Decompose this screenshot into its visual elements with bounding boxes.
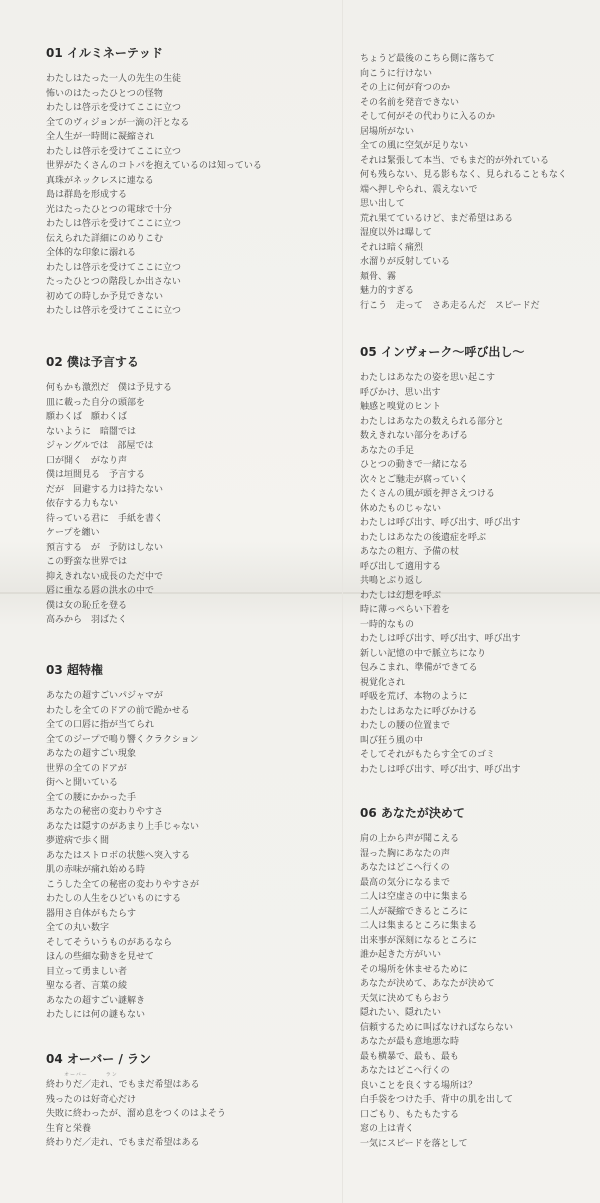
lyric-line: あなたはどこへ行くの <box>360 1066 450 1076</box>
lyric-line: わたしはあなたの数えられる部分と <box>360 416 505 427</box>
lyric-line: 視覚化され <box>360 677 406 688</box>
lyric-line: わたしの腰の位置まで <box>360 721 451 731</box>
song-lyrics <box>46 689 199 1023</box>
lyric-line: そしてそれがもたらす全てのゴミ <box>360 750 496 760</box>
lyric-line: 残ったのは好奇心だけ <box>46 1094 137 1105</box>
lyric-line: わたしは啓示を受けてここに立つ <box>46 306 182 316</box>
lyric-line: 夢遊病で歩く間 <box>46 836 110 846</box>
lyric-line: あなたはストロボの状態へ突入する <box>46 850 191 861</box>
song-title: 03 超特権 <box>46 663 103 677</box>
lyric-line: それは緊張して本当、でもまだ的が外れている <box>360 155 550 166</box>
song-title: 04 オーバー / ラン <box>46 1052 152 1066</box>
lyric-line: 隠れたい、隠れたい <box>360 1008 442 1018</box>
song-lyrics <box>46 1078 226 1151</box>
lyric-line: 数えきれない部分をあげる <box>360 431 469 441</box>
lyric-line: 皿に載った自分の頭部を <box>46 397 146 408</box>
lyric-line: 頬骨、霧 <box>360 271 397 282</box>
lyric-line: 依存する力もない <box>46 499 119 509</box>
lyric-line: 街へと開いている <box>46 778 119 788</box>
lyric-line: たくさんの風が頭を押さえつける <box>360 489 495 499</box>
lyric-line: 一気にスピードを落として <box>360 1138 468 1149</box>
lyric-line: 全ての風に空気が足りない <box>360 141 469 151</box>
lyric-line: わたしには何の謎もない <box>46 1010 146 1020</box>
lyric-line: 初めての時しか予見できない <box>46 291 164 302</box>
paper-fold-vertical <box>342 0 343 1203</box>
song-04-continued <box>360 52 567 313</box>
lyric-line: 魅力的すぎる <box>360 286 415 296</box>
furigana-ruby: オーバー ラン <box>64 1072 118 1078</box>
lyric-line: あなたは隠すのがあまり上手じゃない <box>46 821 200 832</box>
lyric-line: 全ての腰にかかった手 <box>46 792 137 803</box>
lyric-line: 思い出して <box>360 199 406 209</box>
lyric-line: 器用さ自体がもたらす <box>46 908 137 919</box>
lyric-line: 全人生が一時間に凝縮され <box>46 132 155 142</box>
lyric-line: 信頼するために叫ばなければならない <box>360 1022 514 1033</box>
lyric-line: それは暗く痛烈 <box>360 242 424 253</box>
lyric-line: あなたの超すごい現象 <box>46 749 137 759</box>
lyric-line: ほんの些細な動きを見せて <box>46 952 155 962</box>
lyric-line: わたしは啓示を受けてここに立つ <box>46 219 182 229</box>
lyric-line: ないように 暗闇では <box>46 426 137 437</box>
lyric-line: わたしはたった一人の先生の生徒 <box>46 74 182 84</box>
lyric-line: 何もかも激烈だ 僕は予見する <box>46 383 173 393</box>
song-04 <box>46 1050 226 1151</box>
lyric-line: ひとつの動きで一緒になる <box>360 460 468 470</box>
lyric-line: 高みから 羽ばたく <box>46 615 128 625</box>
lyric-line: 世界の全てのドアが <box>46 763 127 774</box>
lyric-line: 全ての口唇に指が当てられ <box>46 720 155 730</box>
lyric-line: 向こうに行けない <box>360 68 433 79</box>
lyric-line: 世界がたくさんのコトバを抱えているのは知っている <box>46 161 262 171</box>
lyric-line: 湿った胸にあなたの声 <box>360 848 451 859</box>
lyric-line: 共鳴とぶり返し <box>360 576 424 586</box>
lyric-line: 口ごもり、もたもたする <box>360 1109 460 1120</box>
lyric-line: 怖いのはたったひとつの怪物 <box>46 88 163 99</box>
lyric-line: 叫び狂う風の中 <box>360 735 424 746</box>
lyric-line: その名前を発音できない <box>360 97 460 108</box>
lyric-line: 窓の上は青く <box>360 1124 415 1134</box>
lyric-line: 呼吸を荒げ、本物のように <box>360 692 468 702</box>
lyric-line: わたしを全てのドアの前で跪かせる <box>46 705 190 716</box>
lyric-line: あなたが決めて、あなたが決めて <box>360 979 495 989</box>
lyric-line: わたしは幻想を呼ぶ <box>360 590 442 601</box>
lyric-line: わたしは呼び出す、呼び出す、呼び出す <box>360 518 521 528</box>
lyric-line: 何も残らない、見る影もなく、見られることもなく <box>360 170 567 180</box>
song-title: 01 イルミネーテッド <box>46 46 163 60</box>
lyric-line: 湿度以外は曝して <box>360 228 433 238</box>
lyric-line: わたしの人生をひどいものにする <box>46 894 182 904</box>
lyric-line: 島は群島を形成する <box>46 190 128 200</box>
lyric-line: 包みこまれ、準備ができてる <box>360 663 478 673</box>
lyric-line: 全ての丸い数字 <box>46 923 110 933</box>
lyric-line: 願わくば 願わくば <box>46 412 128 422</box>
lyric-line: ケープを纏い <box>46 528 100 538</box>
song-06 <box>360 804 513 1151</box>
lyric-line: 僕は女の恥丘を登る <box>46 600 128 611</box>
lyric-line: 呼び出して適用する <box>360 561 442 572</box>
lyric-line: そして何がその代わりに入るのか <box>360 112 496 122</box>
lyric-line: わたしはあなたの後遺症を呼ぶ <box>360 532 487 543</box>
lyric-line: 二人は空虚さの中に集まる <box>360 892 469 902</box>
lyric-line: 預言する が 予防はしない <box>46 542 164 553</box>
lyric-line: 天気に決めてもらおう <box>360 993 451 1004</box>
lyric-line: 二人が凝縮できるところに <box>360 906 469 917</box>
lyric-line: 生育と栄養 <box>46 1123 92 1134</box>
song-lyrics <box>360 371 524 777</box>
lyric-line: 水溜りが反射している <box>360 257 451 267</box>
lyric-line: 終わりだ／走れ、でもまだ希望はある <box>46 1080 200 1090</box>
lyric-line: 全てのヴィジョンが一滴の汗となる <box>46 117 190 128</box>
lyric-line: 肌の赤味が痛れ始める時 <box>46 865 146 875</box>
song-05 <box>360 343 524 777</box>
song-02 <box>46 353 172 628</box>
lyric-line: 失敗に終わったが、溜め息をつくのはよそう <box>46 1109 226 1119</box>
lyric-line: 誰か起きた方がいい <box>360 950 442 960</box>
lyric-line: 新しい記憶の中で脈立ちになり <box>360 648 487 659</box>
lyric-line: だが 回避する力は持たない <box>46 484 164 495</box>
song-title: 06 あなたが決めて <box>360 806 465 820</box>
lyric-line: 時に薄っぺらい下着を <box>360 605 451 615</box>
lyric-line: わたしは啓示を受けてここに立つ <box>46 103 182 113</box>
lyric-line: 呼びかけ、思い出す <box>360 387 441 398</box>
lyric-line: その場所を休ませるために <box>360 964 469 975</box>
lyric-line: 肩の上から声が聞こえる <box>360 834 460 844</box>
lyric-line: 唇に重なる唇の洪水の中で <box>46 586 155 596</box>
lyric-line: たったひとつの階段しか出さない <box>46 277 181 287</box>
lyric-line: 荒れ果てているけど、まだ希望はある <box>360 213 514 224</box>
lyric-line: 真珠がネックレスに連なる <box>46 175 154 186</box>
lyric-line: 最も横暴で、最も、最も <box>360 1051 459 1062</box>
lyric-line: 口が開く がなり声 <box>46 455 128 466</box>
lyric-line: 僕は垣間見る 予言する <box>46 470 146 480</box>
lyric-line: あなたの秘密の変わりやすさ <box>46 807 164 817</box>
lyric-line: 伝えられた詳細にのめりこむ <box>46 233 164 244</box>
song-lyrics <box>360 832 513 1151</box>
song-lyrics <box>360 52 567 313</box>
lyric-line: 出来事が深刻になるところに <box>360 935 478 946</box>
lyric-line: 良いことを良くする場所は？ <box>360 1080 478 1091</box>
lyric-line: 端へ押しやられ、震えないで <box>360 184 478 195</box>
lyric-line: あなたの粗方、予備の杖 <box>360 547 460 557</box>
lyric-line: 次々とご馳走が腐っていく <box>360 474 469 485</box>
lyric-line: 最高の気分になるまで <box>360 877 451 888</box>
lyric-line: 白手袋をつけた手、背中の肌を出して <box>360 1095 514 1105</box>
lyric-line: この野蛮な世界では <box>46 557 128 567</box>
lyric-line: わたしは呼び出す、呼び出す、呼び出す <box>360 634 521 644</box>
lyric-line: 光はたったひとつの電球で十分 <box>46 204 172 215</box>
lyric-line: あなたの超すごいパジャマが <box>46 691 163 701</box>
lyric-line: あなたの手足 <box>360 445 415 456</box>
lyric-line: わたしはあなたに呼びかける <box>360 706 478 717</box>
lyric-line: わたしは啓示を受けてここに立つ <box>46 262 182 273</box>
lyric-line: こうした全ての秘密の変わりやすさが <box>46 879 200 890</box>
lyric-line: わたしは呼び出す、呼び出す、呼び出す <box>360 764 521 775</box>
song-03 <box>46 661 199 1023</box>
lyric-line: 終わりだ／走れ、でもまだ希望はある <box>46 1138 200 1148</box>
song-01 <box>46 44 262 319</box>
lyric-line: 全体的な印象に溺れる <box>46 248 137 258</box>
song-lyrics <box>46 381 172 628</box>
lyric-line: 行こう 走って さあ走るんだ スピードだ <box>360 300 540 311</box>
lyric-line: ちょうど最後のこちら側に落ちて <box>360 54 495 64</box>
song-title: 02 僕は予言する <box>46 355 139 369</box>
lyric-line: 二人は集まるところに集まる <box>360 921 478 931</box>
lyric-line: あなたが最も意地悪な時 <box>360 1037 460 1047</box>
lyric-line: わたしはあなたの姿を思い起こす <box>360 373 496 383</box>
lyric-line: 待っている君に 手紙を書く <box>46 513 164 524</box>
lyric-line: そしてそういうものがあるなら <box>46 937 173 948</box>
lyric-line: 居場所がない <box>360 126 415 137</box>
lyric-line: あなたの超すごい謎解き <box>46 995 146 1006</box>
lyric-line: わたしは啓示を受けてここに立つ <box>46 146 182 157</box>
lyric-line: ジャングルでは 部屋では <box>46 441 154 451</box>
lyric-line: 全てのジープで鳴り響くクラクション <box>46 734 199 745</box>
song-title: 05 インヴォーク～呼び出し～ <box>360 345 525 359</box>
lyric-line: 抑えきれない成長のただ中で <box>46 571 164 582</box>
lyric-line: あなたはどこへ行くの <box>360 863 450 873</box>
lyric-line: 触感と嗅覚のヒント <box>360 402 442 412</box>
lyric-line: その上に何が育つのか <box>360 83 451 93</box>
song-lyrics <box>46 72 262 319</box>
lyric-line: 聖なる者、言葉の綾 <box>46 981 128 991</box>
lyric-line: 一時的なもの <box>360 619 415 630</box>
lyric-line: 目立って勇ましい者 <box>46 966 128 977</box>
lyric-line: 休めたものじゃない <box>360 503 442 514</box>
